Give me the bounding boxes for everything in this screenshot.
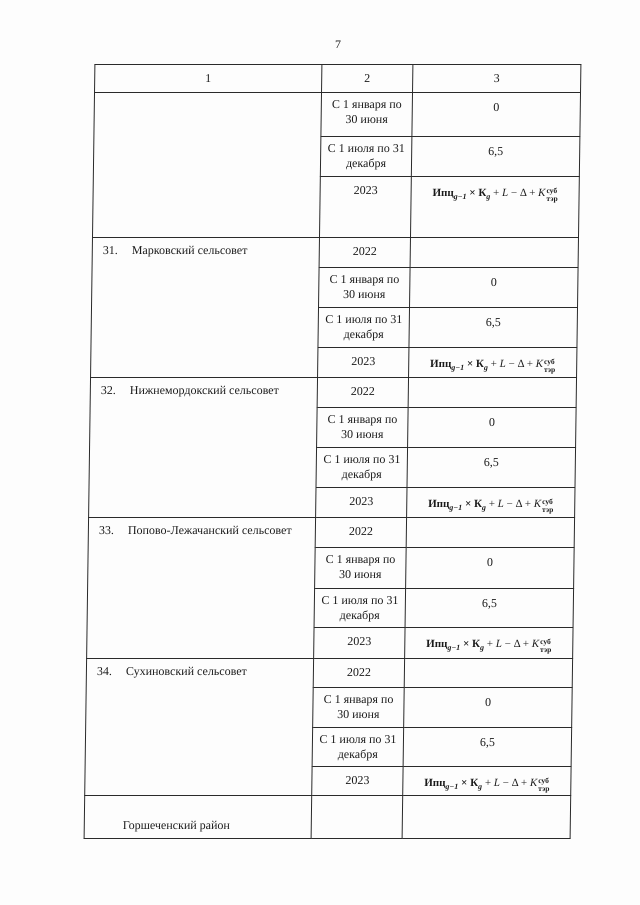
period-cell: 2023 bbox=[318, 348, 409, 378]
table-wrapper bbox=[84, 64, 581, 839]
period-cell: 2023 bbox=[316, 488, 407, 518]
formula-k: K bbox=[533, 498, 542, 510]
value-cell-empty bbox=[406, 518, 574, 548]
formula-k: K bbox=[538, 187, 546, 199]
district-name: Горшеченский район bbox=[84, 796, 312, 839]
formula-sup: суб bbox=[538, 776, 549, 785]
period-cell: 2023 bbox=[319, 177, 411, 238]
settlement-name: Попово-Лежачанский сельсовет bbox=[127, 523, 292, 537]
period-cell: С 1 июля по 31 декабря bbox=[312, 728, 404, 767]
formula-plus: + bbox=[490, 358, 498, 370]
settlement-cell bbox=[85, 659, 314, 796]
formula-sup-sub bbox=[540, 638, 552, 654]
formula-sub-g: g bbox=[481, 503, 487, 512]
district-value-empty bbox=[402, 796, 571, 839]
settlement-name: Сухиновский сельсовет bbox=[125, 664, 247, 678]
formula-times: × bbox=[466, 358, 474, 370]
value-cell: 0 bbox=[408, 408, 577, 448]
formula-sup-sub bbox=[544, 358, 556, 374]
formula-plus: + bbox=[526, 358, 534, 370]
formula-plus: + bbox=[488, 498, 496, 510]
formula-k-cap: К bbox=[475, 358, 485, 370]
formula-ipc: Ипц bbox=[428, 498, 450, 510]
tariff-formula bbox=[430, 357, 556, 374]
formula-k: K bbox=[535, 358, 544, 370]
period-cell: С 1 июля по 31 декабря bbox=[318, 308, 410, 348]
formula-sub-g: g bbox=[479, 643, 485, 652]
formula-k-cap: К bbox=[471, 638, 481, 650]
formula-sub-prev: g−1 bbox=[449, 503, 463, 512]
table-row bbox=[92, 238, 578, 268]
formula-delta: Δ bbox=[513, 638, 521, 650]
formula-sup-sub bbox=[538, 777, 550, 793]
formula-sub-ter: тэр bbox=[540, 645, 552, 654]
formula-delta: Δ bbox=[517, 358, 525, 370]
formula-k-cap: К bbox=[478, 187, 487, 199]
formula-ipc: Ипц bbox=[424, 777, 446, 789]
settlement-cell-continued bbox=[92, 93, 321, 238]
value-cell: 6,5 bbox=[407, 448, 576, 488]
value-cell: 0 bbox=[404, 688, 573, 728]
table-row bbox=[88, 518, 574, 548]
formula-sub-ter: тэр bbox=[543, 365, 556, 374]
header-col-1: 1 bbox=[95, 65, 322, 93]
tariff-formula bbox=[424, 776, 550, 793]
formula-l: L bbox=[499, 358, 506, 370]
formula-sup: суб bbox=[544, 357, 555, 366]
tariff-table bbox=[84, 64, 582, 839]
period-cell: 2023 bbox=[314, 628, 405, 659]
formula-sub-prev: g−1 bbox=[451, 363, 465, 372]
period-cell: С 1 июля по 31 декабря bbox=[320, 137, 412, 177]
formula-plus: + bbox=[486, 638, 494, 650]
value-cell: 0 bbox=[406, 548, 575, 589]
settlement-cell bbox=[89, 378, 318, 518]
period-cell: С 1 января по 30 июня bbox=[313, 688, 405, 728]
formula-ipc: Ипц bbox=[432, 187, 454, 199]
formula-sub-prev: g−1 bbox=[447, 643, 461, 652]
formula-delta: Δ bbox=[511, 777, 519, 789]
settlement-number: 33. bbox=[98, 523, 115, 537]
settlement-cell bbox=[87, 518, 316, 659]
formula-sub-prev: g−1 bbox=[453, 192, 467, 201]
formula-k: K bbox=[531, 638, 540, 650]
formula-plus: + bbox=[484, 777, 492, 789]
value-cell: 6,5 bbox=[409, 308, 578, 348]
formula-sub-g: g bbox=[477, 782, 483, 791]
formula-cell bbox=[409, 348, 577, 378]
period-cell: 2022 bbox=[313, 659, 404, 688]
period-cell: С 1 января по 30 июня bbox=[317, 408, 409, 448]
formula-l: L bbox=[493, 777, 501, 789]
settlement-number: 31. bbox=[102, 243, 118, 257]
formula-cell bbox=[405, 628, 573, 659]
formula-l: L bbox=[495, 638, 502, 650]
formula-minus: − bbox=[510, 187, 518, 199]
formula-times: × bbox=[461, 777, 468, 789]
district-period-empty bbox=[311, 796, 403, 839]
formula-plus: + bbox=[524, 498, 532, 510]
formula-minus: − bbox=[504, 638, 511, 650]
formula-sub-ter: тэр bbox=[541, 505, 554, 514]
formula-sup-sub bbox=[542, 498, 554, 514]
formula-sup: суб bbox=[542, 497, 553, 506]
formula-sup: суб bbox=[540, 637, 551, 646]
formula-plus: + bbox=[493, 187, 500, 199]
formula-l: L bbox=[497, 498, 504, 510]
value-cell: 6,5 bbox=[405, 589, 574, 628]
settlement-name: Нижнемордокский сельсовет bbox=[129, 383, 279, 397]
formula-delta: Δ bbox=[515, 498, 523, 510]
period-cell: 2022 bbox=[315, 518, 406, 548]
value-cell-empty bbox=[404, 659, 572, 688]
table-row bbox=[90, 378, 576, 408]
formula-minus: − bbox=[508, 358, 515, 370]
value-cell: 6,5 bbox=[403, 728, 572, 767]
period-cell: С 1 января по 30 июня bbox=[319, 268, 411, 308]
header-col-2: 2 bbox=[322, 65, 413, 93]
formula-plus: + bbox=[520, 777, 528, 789]
formula-l: L bbox=[501, 187, 509, 199]
period-cell: С 1 января по 30 июня bbox=[321, 93, 413, 137]
tariff-formula bbox=[432, 186, 558, 203]
formula-sub-prev: g−1 bbox=[445, 782, 459, 791]
formula-plus: + bbox=[529, 187, 536, 199]
formula-ipc: Ипц bbox=[430, 358, 452, 370]
formula-k-cap: К bbox=[470, 777, 479, 789]
tariff-formula bbox=[426, 637, 552, 654]
formula-sub-g: g bbox=[486, 192, 491, 201]
formula-sub-ter: тэр bbox=[546, 194, 558, 203]
period-cell: С 1 января по 30 июня bbox=[315, 548, 407, 589]
formula-sub-g: g bbox=[483, 363, 488, 372]
value-cell: 6,5 bbox=[411, 137, 580, 177]
period-cell: 2023 bbox=[312, 767, 403, 796]
period-cell: С 1 июля по 31 декабря bbox=[316, 448, 408, 488]
period-cell: 2022 bbox=[319, 238, 410, 268]
settlement-number: 32. bbox=[100, 383, 116, 397]
formula-minus: − bbox=[502, 777, 510, 789]
formula-sub-ter: тэр bbox=[538, 784, 550, 793]
header-col-3: 3 bbox=[413, 65, 581, 93]
formula-sup: суб bbox=[546, 186, 558, 195]
value-cell-empty bbox=[408, 378, 576, 408]
formula-times: × bbox=[469, 187, 476, 199]
formula-times: × bbox=[462, 638, 470, 650]
value-cell: 0 bbox=[412, 93, 581, 137]
district-row bbox=[84, 796, 571, 839]
table-row bbox=[94, 93, 581, 137]
formula-plus: + bbox=[522, 638, 530, 650]
formula-cell bbox=[410, 177, 579, 238]
tariff-formula bbox=[428, 497, 554, 514]
formula-cell bbox=[403, 767, 571, 796]
formula-minus: − bbox=[506, 498, 513, 510]
period-cell: С 1 июля по 31 декабря bbox=[314, 589, 406, 628]
formula-sup-sub bbox=[546, 187, 558, 203]
settlement-name: Марковский сельсовет bbox=[131, 243, 248, 257]
formula-times: × bbox=[464, 498, 472, 510]
table-row bbox=[86, 659, 572, 688]
formula-k-cap: К bbox=[473, 498, 483, 510]
formula-delta: Δ bbox=[519, 187, 527, 199]
value-cell: 0 bbox=[410, 268, 579, 308]
formula-ipc: Ипц bbox=[426, 638, 448, 650]
header-row bbox=[95, 65, 581, 93]
page-number: 7 bbox=[335, 37, 341, 51]
settlement-cell bbox=[91, 238, 320, 378]
formula-k: K bbox=[529, 777, 538, 789]
period-cell: 2022 bbox=[317, 378, 408, 408]
value-cell-empty bbox=[410, 238, 578, 268]
formula-cell bbox=[407, 488, 575, 518]
settlement-number: 34. bbox=[96, 664, 113, 678]
